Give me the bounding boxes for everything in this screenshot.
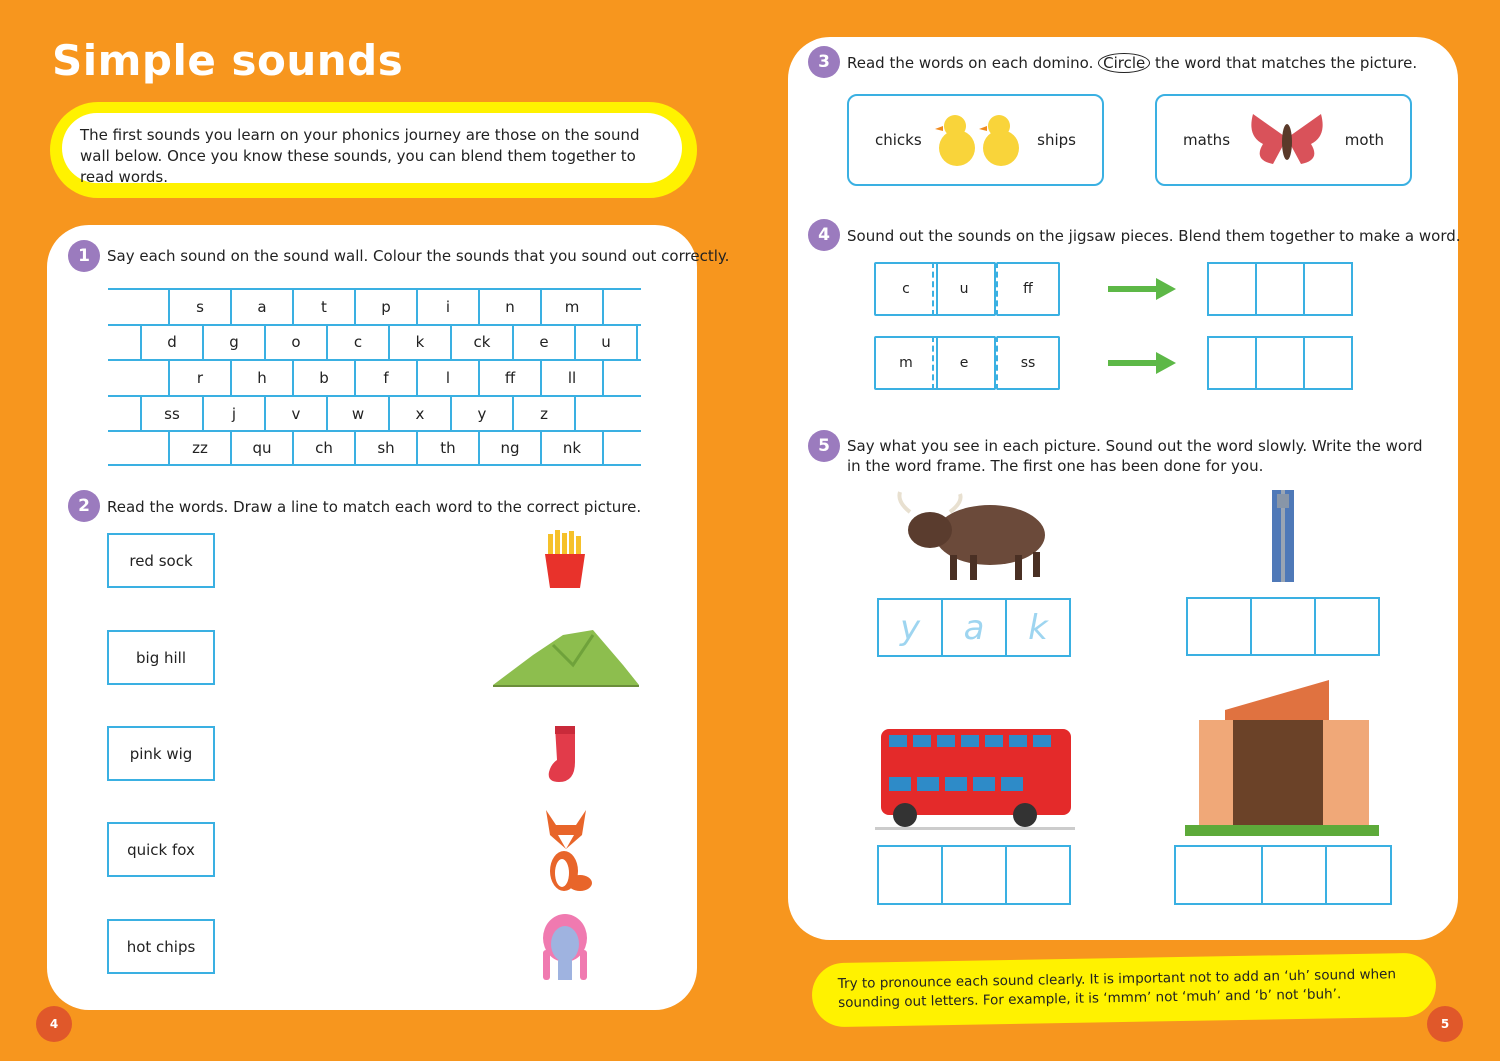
word-box[interactable]: quick fox [107, 822, 215, 877]
tip-note: Try to pronounce each sound clearly. It is important not to add an ‘uh’ sound when sounding out letters. For example, it is ‘mmm’ not ‘muh’ and ‘b’ not ‘buh’. [811, 953, 1436, 1028]
sound-brick[interactable]: g [204, 326, 266, 360]
sound-brick[interactable]: y [452, 397, 514, 431]
sound-brick[interactable]: n [480, 290, 542, 324]
sound-brick[interactable]: ck [452, 326, 514, 360]
jigsaw-piece: e [932, 336, 996, 390]
intro-text: The first sounds you learn on your phonics journey are those on the sound wall below. Once you know these sounds, you can blend them together to read words. [62, 113, 682, 183]
moth-picture [1247, 110, 1327, 170]
yak-picture [895, 490, 1051, 582]
sound-brick[interactable]: l [418, 361, 480, 395]
sound-brick[interactable]: b [294, 361, 356, 395]
sound-wall-blank [108, 361, 170, 395]
sound-brick[interactable]: t [294, 290, 356, 324]
domino-word[interactable]: maths [1183, 131, 1231, 149]
page-title: Simple sounds [52, 36, 404, 85]
sound-brick[interactable]: f [356, 361, 418, 395]
sound-brick[interactable]: th [418, 432, 480, 464]
word-frame-zip[interactable] [1186, 597, 1380, 656]
sound-wall-row [108, 324, 641, 360]
domino-word[interactable]: chicks [875, 131, 922, 149]
word-frame-bus[interactable] [877, 845, 1071, 905]
jigsaw-row-2 [874, 336, 1074, 392]
word-box[interactable]: red sock [107, 533, 215, 588]
sound-wall-row [108, 288, 641, 324]
word-box[interactable]: hot chips [107, 919, 215, 974]
sound-wall [108, 288, 641, 466]
jigsaw-piece: u [932, 262, 996, 316]
activity-5-instruction: Say what you see in each picture. Sound out the word slowly. Write the word in the word frame. The first one has been done for you. [847, 437, 1423, 475]
activity-1-instruction: Say each sound on the sound wall. Colour the sounds that you sound out correctly. [107, 247, 730, 265]
sound-brick[interactable]: a [232, 290, 294, 324]
sound-brick[interactable]: h [232, 361, 294, 395]
activity-3-number: 3 [808, 46, 840, 78]
sound-brick[interactable]: v [266, 397, 328, 431]
sound-brick[interactable]: r [170, 361, 232, 395]
instruction-post: the word that matches the picture. [1155, 54, 1418, 72]
sound-brick[interactable]: ch [294, 432, 356, 464]
activity-4-instruction: Sound out the sounds on the jigsaw pieces. Blend them together to make a word. [847, 227, 1461, 245]
jigsaw-piece: ss [996, 336, 1060, 390]
activity-4-number: 4 [808, 219, 840, 251]
domino-word[interactable]: ships [1037, 131, 1076, 149]
chips-picture[interactable] [540, 530, 590, 590]
answer-jigsaw-1[interactable] [1207, 262, 1353, 316]
sound-brick[interactable]: i [418, 290, 480, 324]
word-frame-yak[interactable] [877, 598, 1071, 657]
sound-wall-row [108, 395, 641, 431]
chicks-picture [931, 110, 1027, 170]
sound-wall-row [108, 359, 641, 395]
sound-brick[interactable]: ng [480, 432, 542, 464]
circle-word: Circle [1098, 53, 1150, 73]
frame-letter: k [1028, 607, 1048, 648]
fox-picture[interactable] [538, 805, 594, 895]
jigsaw-piece: m [874, 336, 938, 390]
sound-wall-blank [108, 397, 142, 431]
activity-3-instruction [847, 53, 1417, 73]
activity-1-number: 1 [68, 240, 100, 272]
page-number-right: 5 [1427, 1006, 1463, 1042]
sound-wall-blank [108, 432, 170, 464]
zip-picture [1268, 490, 1298, 584]
instruction-pre: Read the words on each domino. [847, 54, 1094, 72]
page-number-left: 4 [36, 1006, 72, 1042]
sound-brick[interactable]: u [576, 326, 638, 360]
jigsaw-piece: c [874, 262, 938, 316]
wig-picture[interactable] [540, 910, 590, 984]
sound-brick[interactable]: c [328, 326, 390, 360]
word-box[interactable]: pink wig [107, 726, 215, 781]
sound-brick[interactable]: s [170, 290, 232, 324]
sock-picture[interactable] [545, 724, 585, 786]
arrow-right-icon [1108, 278, 1178, 300]
domino-2 [1155, 94, 1412, 186]
sound-brick[interactable]: z [514, 397, 576, 431]
domino-word[interactable]: moth [1344, 131, 1384, 149]
sound-brick[interactable]: ff [480, 361, 542, 395]
sound-brick[interactable]: o [266, 326, 328, 360]
hill-picture[interactable] [493, 625, 639, 687]
shed-picture [1185, 680, 1379, 836]
jigsaw-piece: ff [996, 262, 1060, 316]
sound-brick[interactable]: x [390, 397, 452, 431]
activity-5-number: 5 [808, 430, 840, 462]
sound-wall-blank [108, 290, 170, 324]
sound-brick[interactable]: k [390, 326, 452, 360]
frame-letter: y [879, 600, 943, 655]
sound-brick[interactable]: zz [170, 432, 232, 464]
sound-brick[interactable]: d [142, 326, 204, 360]
frame-letter: a [943, 600, 1007, 655]
sound-brick[interactable]: w [328, 397, 390, 431]
sound-brick[interactable]: ss [142, 397, 204, 431]
sound-brick[interactable]: e [514, 326, 576, 360]
sound-brick[interactable]: p [356, 290, 418, 324]
sound-brick[interactable]: nk [542, 432, 604, 464]
domino-1 [847, 94, 1104, 186]
bus-picture [875, 725, 1075, 831]
sound-brick[interactable]: j [204, 397, 266, 431]
word-box[interactable]: big hill [107, 630, 215, 685]
sound-brick[interactable]: qu [232, 432, 294, 464]
sound-wall-row [108, 430, 641, 466]
activity-2-number: 2 [68, 490, 100, 522]
word-frame-shed[interactable] [1174, 845, 1392, 905]
sound-wall-blank [108, 326, 142, 360]
sound-brick[interactable]: m [542, 290, 604, 324]
jigsaw-row-1 [874, 262, 1074, 318]
activity-2-instruction: Read the words. Draw a line to match each word to the correct picture. [107, 498, 642, 516]
sound-brick[interactable]: ll [542, 361, 604, 395]
arrow-right-icon [1108, 352, 1178, 374]
sound-brick[interactable]: sh [356, 432, 418, 464]
answer-jigsaw-2[interactable] [1207, 336, 1353, 390]
